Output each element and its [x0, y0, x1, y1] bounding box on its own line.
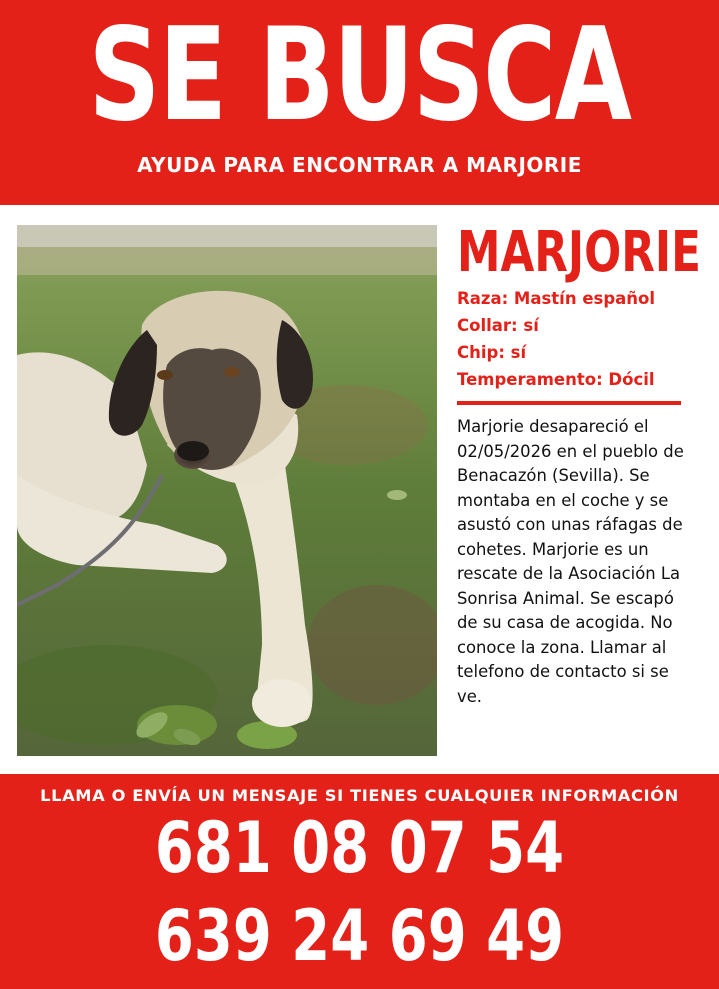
info-divider [457, 401, 681, 405]
phone-number-2[interactable]: 639 24 69 49 [154, 895, 565, 977]
header-banner [0, 0, 719, 205]
dog-photo-image [17, 225, 437, 756]
dog-name: MARJORIE [457, 220, 702, 285]
poster-title: SE BUSCA [88, 1, 631, 150]
poster-subtitle: AYUDA PARA ENCONTRAR A MARJORIE [137, 153, 582, 177]
contact-footer [0, 774, 719, 989]
dog-info [457, 220, 702, 709]
phone-number-1[interactable]: 681 08 07 54 [154, 807, 565, 889]
call-instruction: LLAMA O ENVÍA UN MENSAJE SI TIENES CUALQUIER INFORMACIÓN [40, 786, 679, 805]
dog-photo [17, 225, 437, 756]
collar-label: Collar: sí [457, 316, 539, 335]
content-panel [0, 205, 719, 774]
chip-label: Chip: sí [457, 343, 527, 362]
description-text: Marjorie desapareció el 02/05/2026 en el pueblo de Benacazón (Sevilla). Se montaba en el coche y se asustó con unas ráfagas de cohetes. Marjorie es un rescate de la Asociación La Sonrisa Animal. Se escapó de su casa de acogida. No conoce la zona. Llamar al telefono de contacto si se ve. [457, 417, 684, 706]
temperament-label: Temperamento: Dócil [457, 370, 655, 389]
breed-label: Raza: Mastín español [457, 289, 656, 308]
